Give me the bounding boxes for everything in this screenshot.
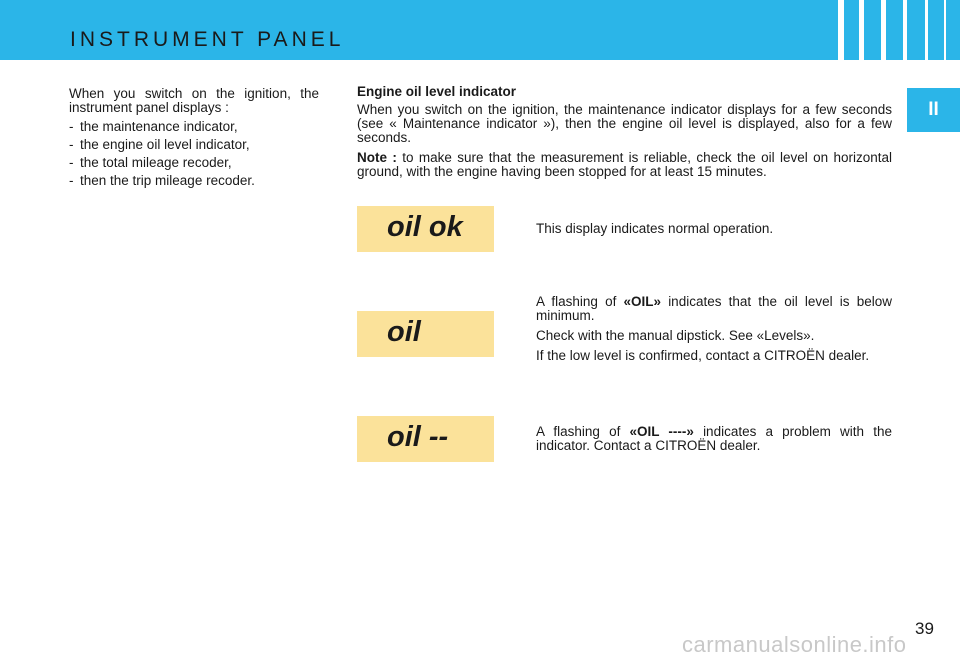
intro-text: When you switch on the ignition, the instrument panel displays : — [69, 86, 319, 115]
oil-fault-description — [536, 425, 892, 459]
description-text — [536, 295, 892, 323]
section-paragraph: When you switch on the ignition, the maintenance indicator displays for a few seconds (see « Maintenance indicator »), then the engine oil level is displayed, also for a few seconds. — [357, 102, 892, 145]
watermark: carmanualsonline.info — [682, 632, 907, 657]
intro-list — [69, 120, 319, 188]
section-heading: Engine oil level indicator — [357, 84, 517, 99]
page-number: 39 — [915, 619, 934, 638]
desc-code: «OIL ----» — [629, 424, 694, 439]
page-header — [0, 0, 960, 60]
list-item: - the engine oil level indicator, — [69, 138, 319, 152]
header-stripe — [903, 0, 907, 60]
list-item: - the total mileage recoder, — [69, 156, 319, 170]
header-stripe — [925, 0, 928, 60]
note-paragraph — [357, 151, 892, 179]
page-title: INSTRUMENT PANEL — [70, 28, 345, 51]
display-text: oil — [387, 316, 421, 348]
desc-suffix: indicates that the oil level is below minimum. — [536, 294, 892, 323]
oil-low-description — [536, 295, 892, 369]
list-item: - the maintenance indicator, — [69, 120, 319, 134]
list-item: - then the trip mileage recoder. — [69, 174, 319, 188]
oil-low-display — [357, 311, 494, 357]
intro-column — [69, 87, 319, 192]
oil-ok-display — [357, 206, 494, 252]
desc-suffix: indicates a problem with the indicator. Contact a CITROËN dealer. — [536, 424, 892, 453]
header-stripe — [838, 0, 844, 60]
desc-code: «OIL» — [623, 294, 662, 309]
note-text: to make sure that the measurement is reliable, check the oil level on horizontal ground, with the engine having been stopped for at least 15 minutes. — [357, 150, 892, 179]
oil-fault-display — [357, 416, 494, 462]
header-stripe — [859, 0, 864, 60]
description-text: This display indicates normal operation. — [536, 221, 774, 236]
header-stripe — [944, 0, 946, 60]
main-column — [357, 85, 892, 185]
display-text: oil ok — [387, 211, 463, 243]
desc-prefix: A flashing of — [536, 424, 621, 439]
description-line: If the low level is confirmed, contact a CITROËN dealer. — [536, 348, 870, 363]
header-stripe — [881, 0, 886, 60]
oil-ok-description — [536, 222, 892, 242]
note-label: Note : — [357, 150, 397, 165]
description-text — [536, 425, 892, 453]
desc-prefix: A flashing of — [536, 294, 617, 309]
description-line: Check with the manual dipstick. See «Levels». — [536, 328, 815, 343]
display-text: oil -- — [387, 421, 449, 453]
chapter-tab: II — [907, 88, 960, 132]
